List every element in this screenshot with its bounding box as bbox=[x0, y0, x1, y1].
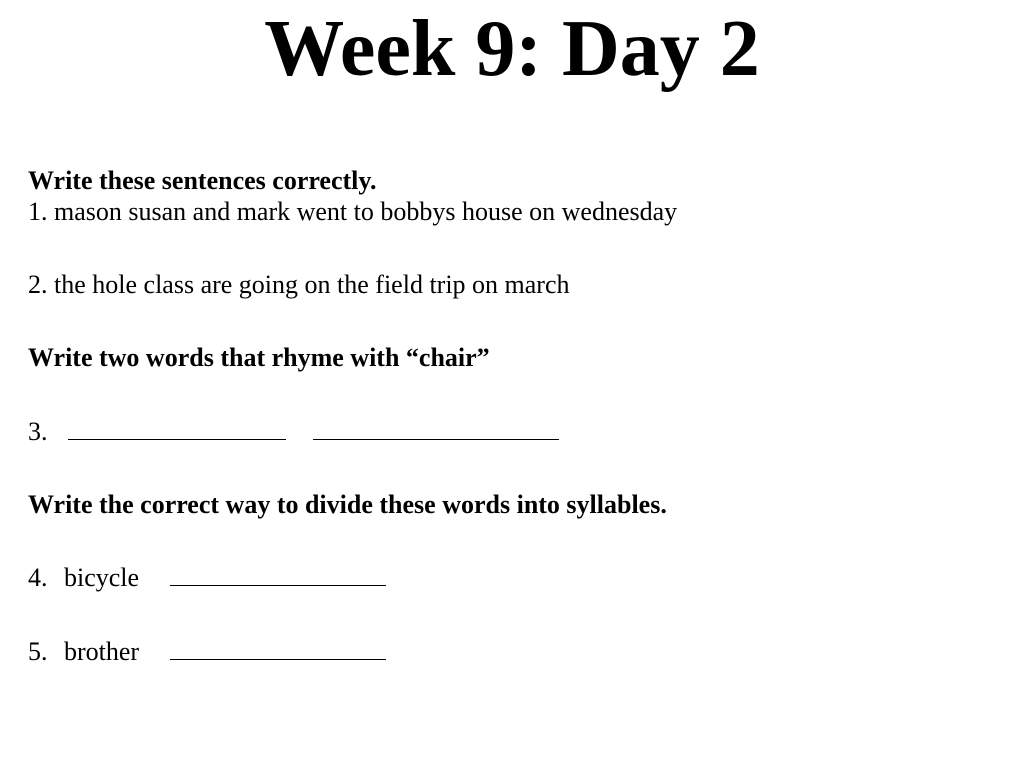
syllable-row-5 bbox=[28, 637, 139, 667]
syllable-word-brother: brother bbox=[64, 637, 140, 666]
rhyme-answer-row bbox=[28, 417, 559, 447]
section-heading-syllables: Write the correct way to divide these words into syllables. bbox=[28, 490, 667, 519]
syllable-answer-blank-4[interactable] bbox=[170, 565, 386, 586]
item-number-4: 4. bbox=[28, 563, 48, 592]
rhyme-answer-blank-1[interactable] bbox=[68, 419, 286, 440]
syllable-word-bicycle: bicycle bbox=[64, 563, 140, 592]
syllable-answer-blank-5[interactable] bbox=[170, 639, 386, 660]
section-heading-rhyme: Write two words that rhyme with “chair” bbox=[28, 343, 490, 372]
section-heading-sentences: Write these sentences correctly. bbox=[28, 166, 377, 195]
sentence-item-2: 2. the hole class are going on the field trip on march bbox=[28, 270, 570, 299]
syllable-row-4 bbox=[28, 563, 139, 593]
page-title: Week 9: Day 2 bbox=[264, 5, 760, 93]
item-number-3: 3. bbox=[28, 417, 48, 446]
item-number-5: 5. bbox=[28, 637, 48, 666]
rhyme-answer-blank-2[interactable] bbox=[313, 419, 559, 440]
sentence-item-1: 1. mason susan and mark went to bobbys house on wednesday bbox=[28, 197, 678, 226]
